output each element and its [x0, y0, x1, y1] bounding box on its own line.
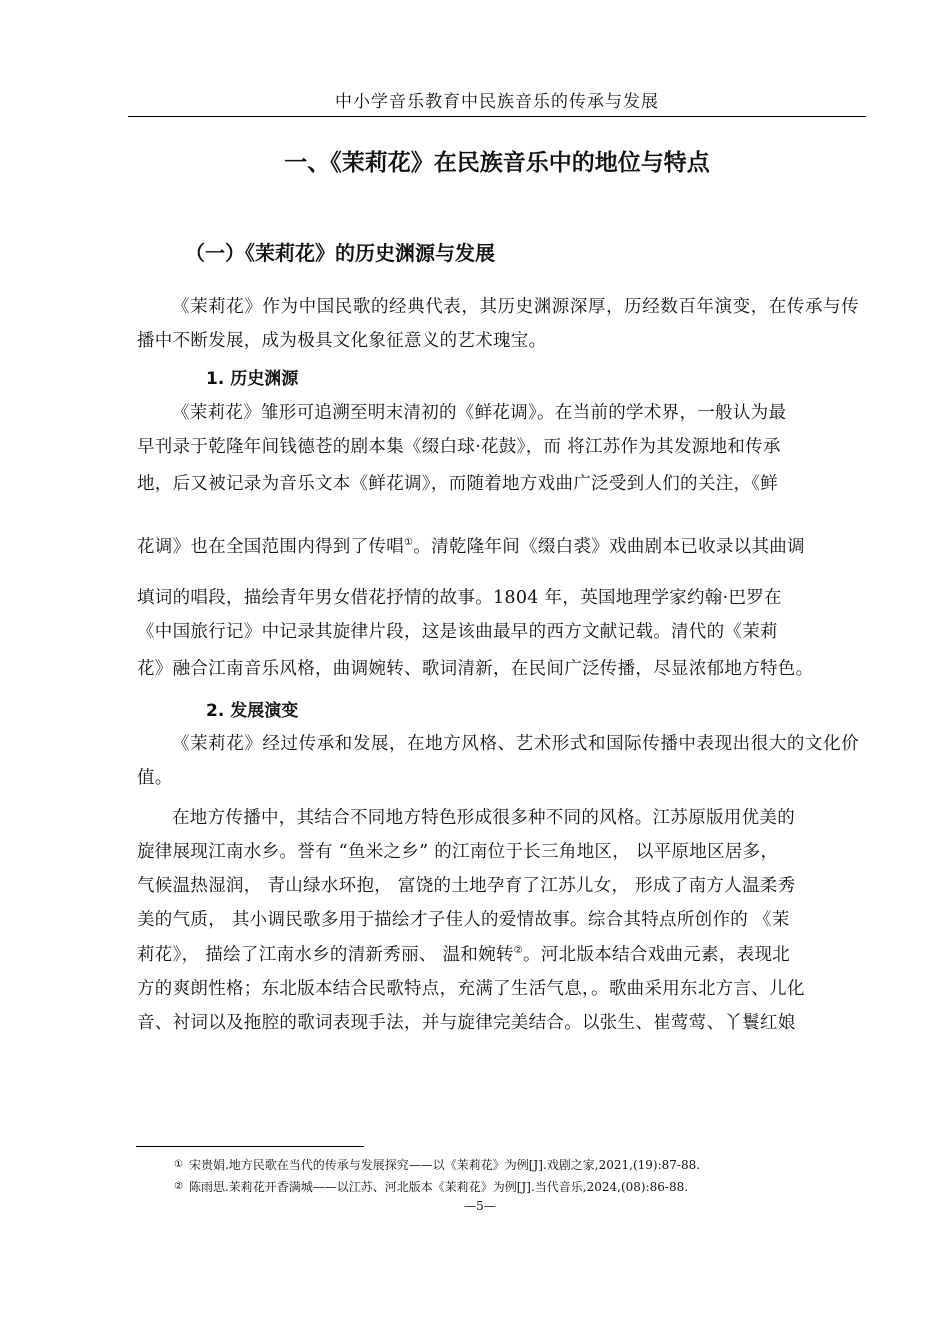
text-fragment: 莉花》， 描绘了江南水乡的清新秀丽、 温和婉转 — [137, 945, 514, 965]
paragraph-development: 《茉莉花》经过传承和发展，在地方风格、艺术形式和国际传播中表现出很大的文化价值。 — [137, 734, 859, 788]
footnote-mark: ① — [174, 1159, 183, 1170]
text-line: 音、衬词以及拖腔的歌词表现手法，并与旋律完美结合。以张生、崔莺莺、丫鬟红娘 — [137, 1013, 796, 1033]
text-line — [137, 938, 790, 972]
footnote-2 — [174, 1178, 874, 1196]
footnote-1 — [174, 1156, 874, 1174]
text-fragment: 。河北版本结合戏曲元素，表现北 — [523, 945, 791, 965]
paragraph-intro: 《茉莉花》作为中国民歌的经典代表，其历史渊源深厚，历经数百年演变，在传承与传播中不断发展，成为极具文化象征意义的艺术瑰宝。 — [137, 297, 859, 351]
running-header: 中小学音乐教育中民族音乐的传承与发展 — [335, 92, 659, 112]
footnote-mark: ② — [174, 1181, 183, 1192]
text-line: 方的爽朗性格；东北版本结合民歌特点，充满了生活气息，。歌曲采用东北方言、儿化 — [137, 979, 805, 999]
text-line: 《茉莉花》雏形可追溯至明末清初的《鲜花调》。在当前的学术界，一般认为最 — [172, 403, 787, 423]
text-line: 花》融合江南音乐风格，曲调婉转、歌词清新，在民间广泛传播，尽显浓郁地方特色。 — [137, 659, 814, 679]
text-line — [137, 530, 805, 564]
section-title: （一）《茉莉花》的历史渊源与发展 — [185, 241, 495, 265]
text-line: 填词的唱段，描绘青年男女借花抒情的故事。1804 年，英国地理学家约翰·巴罗在 — [137, 588, 782, 608]
footnote-ref-2[interactable]: ② — [513, 945, 524, 957]
subheading-development: 2. 发展演变 — [206, 701, 299, 721]
chapter-title: 一、《茉莉花》在民族音乐中的地位与特点 — [284, 150, 710, 176]
text-fragment: 。清乾隆年间《缀白裘》戏曲剧本已收录以其曲调 — [413, 537, 805, 557]
text-line: 地，后又被记录为音乐文本《鲜花调》，而随着地方戏曲广泛受到人们的关注，《鲜 — [137, 474, 779, 494]
footnote-text: 陈雨思.茉莉花开香满城——以江苏、河北版本《茉莉花》为例[J].当代音乐,2024,(08):86-88. — [188, 1180, 689, 1194]
subheading-history: 1. 历史渊源 — [206, 369, 299, 389]
text-line: 旋律展现江南水乡。誉有 “鱼米之乡” 的江南位于长三角地区， 以平原地区居多， — [137, 842, 779, 862]
footnote-separator — [136, 1146, 364, 1147]
text-line: 《中国旅行记》中记录其旋律片段，这是该曲最早的西方文献记载。清代的《茉莉 — [137, 622, 778, 642]
text-line: 早刊录于乾隆年间钱德苍的剧本集《缀白球·花鼓》，而 将江苏作为其发源地和传承 — [137, 437, 781, 457]
text-line: 在地方传播中，其结合不同地方特色形成很多种不同的风格。江苏原版用优美的 — [172, 808, 795, 828]
text-line: 美的气质， 其小调民歌多用于描绘才子佳人的爱情故事。综合其特点所创作的 《茉 — [137, 910, 790, 930]
footnote-ref-1[interactable]: ① — [404, 537, 414, 549]
text-line: 气候温热湿润， 青山绿水环抱， 富饶的土地孕育了江苏儿女， 形成了南方人温柔秀 — [137, 876, 796, 896]
text-fragment: 花调》也在全国范围内得到了传唱 — [137, 537, 404, 557]
footnote-text: 宋贵娟.地方民歌在当代的传承与发展探究——以《茉莉花》为例[J].戏剧之家,2021,(19):87-88. — [188, 1158, 701, 1172]
header-rule — [128, 116, 866, 117]
page-number: —5— — [464, 1199, 496, 1213]
